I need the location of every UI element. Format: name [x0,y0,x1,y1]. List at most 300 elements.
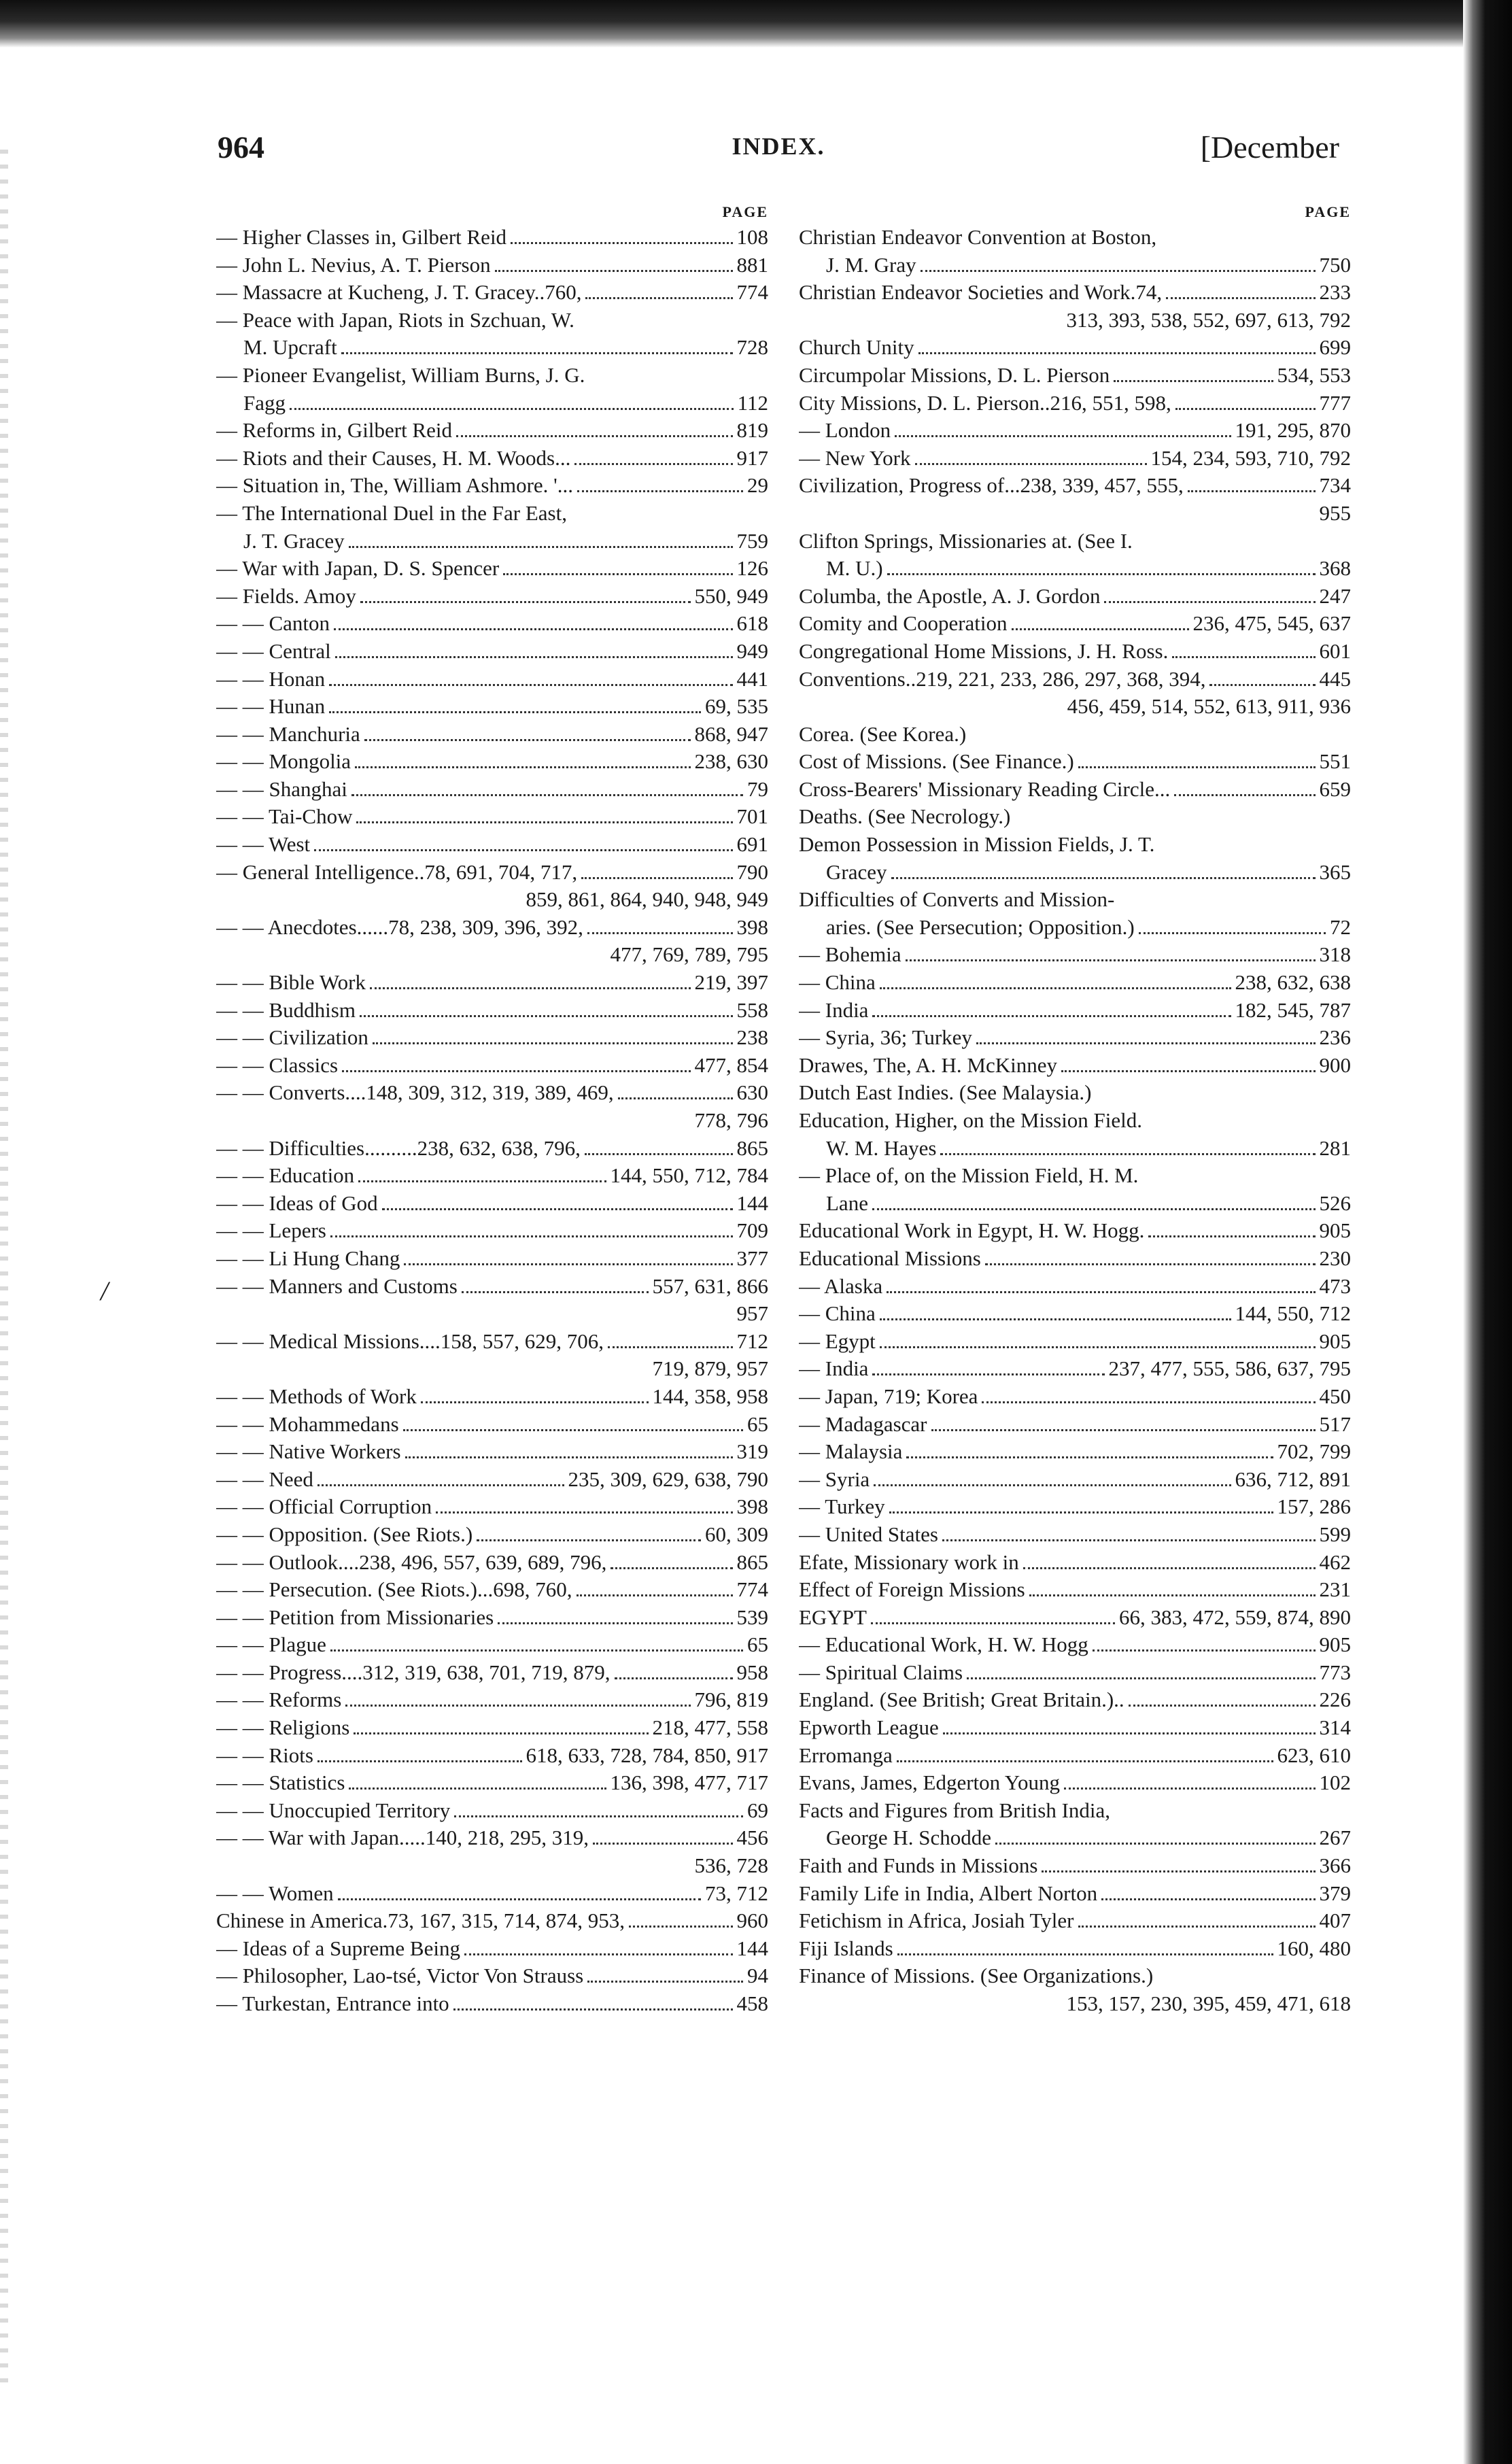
index-entry [216,1714,768,1742]
index-entry [216,1797,768,1825]
entry-pages: 550, 949 [694,583,768,608]
index-entry [216,1355,768,1383]
entry-pages: 237, 477, 555, 586, 637, 795 [1108,1356,1351,1381]
index-entry [216,279,768,307]
dot-leader [880,1346,1316,1348]
index-entry [799,1355,1351,1383]
entry-text: — — Religions [216,1715,350,1740]
dot-leader [1114,380,1273,382]
index-entry [216,1162,768,1190]
entry-text: Chinese in America.73, 167, 315, 714, 874, 953, [216,1909,625,1933]
index-entry [799,1328,1351,1356]
dot-leader [404,1263,732,1265]
entry-text: — Place of, on the Mission Field, H. M. [799,1163,1139,1188]
entry-pages: 219, 397 [694,970,768,995]
index-entry [216,528,768,555]
entry-pages: 949 [736,638,768,663]
dot-leader [330,1649,743,1652]
dot-leader [351,794,743,796]
dot-leader [1078,766,1316,768]
entry-pages: 60, 309 [705,1522,768,1546]
entry-pages: 144 [736,1191,768,1215]
entry-text: Cost of Missions. (See Finance.) [799,749,1074,774]
dot-leader [349,1787,606,1790]
dot-leader [985,1263,1316,1265]
index-entry [216,997,768,1025]
dot-leader [462,1291,649,1293]
entry-pages: 477, 769, 789, 795 [610,942,768,967]
entry-pages: 790 [736,859,768,884]
entry-pages: 701 [736,804,768,829]
entry-pages: 777 [1319,390,1351,415]
index-entry [799,390,1351,417]
index-entry [799,583,1351,611]
dot-leader [1101,1898,1315,1900]
entry-text: — — Progress....312, 319, 638, 701, 719, 879, [216,1660,611,1684]
dot-leader [358,1180,606,1182]
entry-pages: 774 [736,1577,768,1602]
dot-leader [871,1622,1115,1624]
entry-text: Civilization, Progress of...238, 339, 457, 555, [799,473,1184,498]
entry-pages: 235, 309, 629, 638, 790 [568,1467,768,1491]
entry-text: — — West [216,832,311,857]
entry-text: — — Buddhism [216,997,356,1022]
index-entry [799,417,1351,445]
entry-text: J. M. Gray [826,252,916,277]
entry-pages: 126 [736,556,768,581]
entry-text: EGYPT [799,1605,867,1629]
dot-leader [329,711,701,713]
entry-text: — — Converts....148, 309, 312, 319, 389, 469, [216,1080,614,1105]
entry-text: — United States [799,1522,938,1546]
dot-leader [345,1705,690,1707]
entry-pages: 450 [1319,1384,1351,1408]
dot-leader [872,1373,1104,1375]
entry-text: — Egypt [799,1329,876,1353]
entry-text: — Alaska [799,1273,883,1298]
index-entry [799,1383,1351,1411]
index-entry [216,941,768,969]
dot-leader [290,408,734,410]
index-entry [799,1549,1351,1577]
entry-text: — — Manners and Customs [216,1273,458,1298]
entry-text: Gracey [826,859,887,884]
entry-pages: 774 [736,280,768,305]
dot-leader [456,435,733,437]
entry-pages: 957 [736,1301,768,1326]
index-entry [799,1686,1351,1714]
entry-text: Effect of Foreign Missions [799,1577,1025,1602]
entry-text: — — Riots [216,1743,313,1767]
entry-pages: 108 [736,225,768,249]
dot-leader [585,1153,733,1155]
entry-text: — — Persecution. (See Riots.)...698, 760, [216,1577,572,1602]
dot-leader [942,1539,1316,1541]
index-entry [216,1962,768,1990]
running-title: INDEX. [732,133,825,160]
entry-pages: 247 [1319,583,1351,608]
entry-pages: 905 [1319,1329,1351,1353]
dot-leader [314,849,732,851]
entry-pages: 917 [736,445,768,470]
index-entry [216,1383,768,1411]
index-entry [216,1300,768,1328]
entry-pages: 69 [747,1798,768,1822]
dot-leader [373,1042,733,1044]
index-entry [216,748,768,776]
entry-text: — — Canton [216,611,330,636]
entry-pages: 691 [736,832,768,857]
entry-pages: 955 [1319,500,1351,525]
entry-text: Congregational Home Missions, J. H. Ross. [799,638,1169,663]
dot-leader [585,297,732,299]
entry-text: — Turkestan, Entrance into [216,1991,449,2015]
index-entry [799,1521,1351,1549]
entry-text: Faith and Funds in Missions [799,1853,1038,1878]
index-entry [216,1631,768,1659]
dot-leader [338,1898,701,1900]
entry-pages: 238 [736,1025,768,1050]
dot-leader [342,1070,690,1072]
index-entry [799,500,1351,528]
entry-pages: 191, 295, 870 [1235,418,1351,443]
index-entry [799,362,1351,390]
index-entry [799,1797,1351,1825]
entry-text: — China [799,1301,876,1326]
entry-pages: 157, 286 [1277,1494,1351,1519]
index-entry [216,445,768,473]
entry-pages: 477, 854 [694,1053,768,1077]
index-entry [216,500,768,528]
entry-text: — — Classics [216,1053,339,1077]
entry-text: Educational Missions [799,1246,981,1270]
entry-text: — — Civilization [216,1025,368,1050]
index-entry [216,1659,768,1687]
index-entry [799,1880,1351,1908]
dot-leader [503,573,732,575]
entry-pages: 66, 383, 472, 559, 874, 890 [1119,1605,1351,1629]
entry-pages: 905 [1319,1632,1351,1657]
entry-pages: 636, 712, 891 [1235,1467,1351,1491]
scan-left-edge [0,150,8,2393]
dot-leader [356,821,732,823]
entry-text: Fetichism in Africa, Josiah Tyler [799,1909,1074,1933]
index-entry [799,1631,1351,1659]
entry-pages: 868, 947 [694,721,768,746]
entry-pages: 601 [1319,638,1351,663]
entry-pages: 153, 157, 230, 395, 459, 471, 618 [1066,1991,1351,2015]
index-entry [799,997,1351,1025]
dot-leader [1093,1649,1316,1652]
entry-text: Fiji Islands [799,1936,893,1960]
dot-leader [574,463,732,465]
entry-text: — — Education [216,1163,355,1188]
entry-text: — — Native Workers [216,1439,401,1464]
dot-leader [364,739,691,741]
entry-pages: 365 [1319,859,1351,884]
entry-pages: 539 [736,1605,768,1629]
dot-leader [1078,1926,1316,1928]
index-entry [799,252,1351,279]
entry-pages: 319 [736,1439,768,1464]
dot-leader [405,1456,733,1458]
entry-pages: 144, 358, 958 [652,1384,768,1408]
index-entry [216,1466,768,1494]
index-entry [216,1769,768,1797]
dot-leader [995,1843,1315,1845]
entry-text: Educational Work in Egypt, H. W. Hogg. [799,1218,1145,1243]
entry-text: — Massacre at Kucheng, J. T. Gracey..760, [216,280,582,305]
entry-text: Epworth League [799,1715,939,1740]
entry-text: Facts and Figures from British India, [799,1798,1111,1822]
entry-pages: 536, 728 [694,1853,768,1878]
entry-pages: 819 [736,418,768,443]
index-entry [216,1549,768,1577]
entry-text: Drawes, The, A. H. McKinney [799,1053,1057,1077]
index-entry [799,1962,1351,1990]
entry-pages: 182, 545, 787 [1235,997,1351,1022]
index-entry [799,1907,1351,1935]
dot-leader [498,1622,732,1624]
entry-text: — Turkey [799,1494,885,1519]
entry-text: — — Tai-Chow [216,804,353,829]
index-entry [799,1024,1351,1052]
entry-pages: 558 [736,997,768,1022]
entry-text: — — Reforms [216,1688,342,1712]
dot-leader [587,1981,743,1983]
index-entry [216,252,768,279]
entry-pages: 136, 398, 477, 717 [610,1770,768,1795]
entry-pages: 230 [1319,1246,1351,1270]
entry-pages: 630 [736,1080,768,1105]
entry-text: — — War with Japan.....140, 218, 295, 319, [216,1826,589,1850]
index-entry [216,417,768,445]
index-entry [216,1273,768,1301]
page-column-label: PAGE [722,203,768,220]
dot-leader [334,628,732,630]
entry-pages: 623, 610 [1277,1743,1351,1767]
dot-leader [1023,1567,1316,1569]
entry-text: — — Hunan [216,694,326,719]
entry-text: — New York [799,445,911,470]
entry-pages: 456, 459, 514, 552, 613, 911, 936 [1067,694,1351,719]
index-entry [216,914,768,942]
scan-top-shadow [0,0,1512,48]
entry-pages: 233 [1319,280,1351,305]
entry-text: — Ideas of a Supreme Being [216,1936,460,1960]
index-entry [799,1852,1351,1880]
index-entry [216,555,768,583]
index-entry [799,528,1351,555]
entry-pages: 462 [1319,1550,1351,1574]
entry-text: Corea. (See Korea.) [799,721,967,746]
entry-text: — — Official Corruption [216,1494,432,1519]
dot-leader [889,1511,1273,1513]
entry-pages: 94 [747,1964,768,1988]
entry-text: — Madagascar [799,1411,927,1436]
index-entry [216,610,768,638]
entry-text: — — Honan [216,666,326,691]
dot-leader [335,656,733,658]
entry-text: aries. (See Persecution; Opposition.) [826,914,1135,939]
entry-text: — China [799,970,876,995]
entry-text: — — Statistics [216,1770,345,1795]
dot-leader [587,932,733,934]
dot-leader [976,1042,1316,1044]
entry-pages: 441 [736,666,768,691]
index-entry [216,1852,768,1880]
dot-leader [872,1015,1231,1017]
entry-pages: 65 [747,1632,768,1657]
dot-leader [618,1097,733,1099]
entry-pages: 702, 799 [1277,1439,1351,1464]
entry-pages: 905 [1319,1218,1351,1243]
index-entry [216,1604,768,1632]
dot-leader [329,684,732,686]
index-entry [216,1824,768,1852]
entry-text: Christian Endeavor Convention at Boston, [799,225,1157,249]
dot-leader [1042,1870,1315,1872]
index-entry [799,1079,1351,1107]
index-entry [216,776,768,804]
entry-pages: 398 [736,1494,768,1519]
dot-leader [317,1760,522,1762]
dot-leader [1012,628,1189,630]
entry-text: Christian Endeavor Societies and Work.74, [799,280,1163,305]
index-entry [216,390,768,417]
entry-pages: 238, 630 [694,749,768,774]
entry-pages: 728 [736,335,768,360]
dot-leader [897,1953,1273,1955]
entry-pages: 517 [1319,1411,1351,1436]
index-column-left [216,201,768,2018]
dot-leader [317,1484,564,1486]
dot-leader [453,2008,733,2010]
dot-leader [915,463,1147,465]
entry-text: Demon Possession in Mission Fields, J. T. [799,832,1155,857]
index-entry [216,1935,768,1963]
index-entry [799,224,1351,252]
entry-pages: 958 [736,1660,768,1684]
dot-leader [895,435,1231,437]
entry-text: M. U.) [826,556,883,581]
dot-leader [403,1429,743,1431]
entry-text: — India [799,997,869,1022]
entry-text: — — Anecdotes......78, 238, 309, 396, 392, [216,914,583,939]
index-entry [799,1273,1351,1301]
index-entry [799,886,1351,914]
entry-text: — The International Duel in the Far East, [216,500,567,525]
index-entry [799,1769,1351,1797]
entry-text: — — Central [216,638,331,663]
entry-text: — — Plague [216,1632,326,1657]
index-entry [216,1079,768,1107]
entry-text: — Philosopher, Lao-tsé, Victor Von Strauss [216,1964,584,1988]
entry-pages: 379 [1319,1881,1351,1905]
dot-leader [1148,1235,1315,1237]
entry-pages: 281 [1319,1135,1351,1160]
entry-text: — Situation in, The, William Ashmore. '... [216,473,574,498]
entry-text: — Syria, 36; Turkey [799,1025,972,1050]
dot-leader [330,1235,733,1237]
index-entry [799,941,1351,969]
index-entry [216,886,768,914]
entry-pages: 900 [1319,1053,1351,1077]
dot-leader [477,1539,701,1541]
index-entry [799,1990,1351,2018]
dot-leader [608,1346,732,1348]
entry-text: W. M. Hayes [826,1135,937,1160]
index-entry [799,1107,1351,1135]
entry-text: — India [799,1356,869,1381]
entry-pages: 750 [1319,252,1351,277]
entry-pages: 960 [736,1909,768,1933]
page-number: 964 [218,130,264,165]
entry-pages: 366 [1319,1853,1351,1878]
dot-leader [360,601,691,603]
entry-pages: 859, 861, 864, 940, 948, 949 [526,887,768,912]
index-entry [799,1300,1351,1328]
index-entry [216,721,768,749]
entry-pages: 534, 553 [1277,362,1351,387]
entry-pages: 796, 819 [694,1688,768,1712]
entry-text: — Pioneer Evangelist, William Burns, J. G. [216,362,585,387]
entry-text: — — Women [216,1881,334,1905]
index-entry [216,1686,768,1714]
entry-pages: 112 [737,390,768,415]
dot-leader [1166,297,1315,299]
index-entry [799,279,1351,307]
entry-pages: 377 [736,1246,768,1270]
entry-text: Evans, James, Edgerton Young [799,1770,1061,1795]
index-entry [799,555,1351,583]
entry-pages: 865 [736,1135,768,1160]
index-entry [216,638,768,666]
dot-leader [880,1318,1231,1320]
entry-text: — — Difficulties..........238, 632, 638, 796, [216,1135,581,1160]
entry-pages: 734 [1319,473,1351,498]
entry-pages: 154, 234, 593, 710, 792 [1150,445,1351,470]
entry-pages: 236 [1319,1025,1351,1050]
index-entry [216,1880,768,1908]
entry-pages: 719, 879, 957 [652,1356,768,1381]
entry-text: — — Outlook....238, 496, 557, 639, 689, 796, [216,1550,607,1574]
entry-pages: 72 [1330,914,1351,939]
entry-pages: 456 [736,1826,768,1850]
entry-text: Difficulties of Converts and Mission- [799,887,1115,912]
dot-leader [360,1015,733,1017]
entry-text: City Missions, D. L. Pierson..216, 551, 598, [799,390,1171,415]
index-entry [216,831,768,859]
index-entry [216,859,768,887]
entry-pages: 551 [1319,749,1351,774]
entry-pages: 699 [1319,335,1351,360]
index-entry [216,1907,768,1935]
dot-leader [1029,1594,1316,1596]
entry-text: — Higher Classes in, Gilbert Reid [216,225,507,249]
index-entry [216,1990,768,2018]
index-column-right [799,201,1351,2018]
entry-text: — — Mohammedans [216,1411,399,1436]
dot-leader [921,270,1316,272]
entry-text: — — Shanghai [216,776,347,801]
entry-pages: 218, 477, 558 [652,1715,768,1740]
index-entry [216,1411,768,1439]
dot-leader [1129,1705,1316,1707]
entry-text: George H. Schodde [826,1826,992,1850]
index-entry [799,445,1351,473]
dot-leader [891,877,1316,879]
